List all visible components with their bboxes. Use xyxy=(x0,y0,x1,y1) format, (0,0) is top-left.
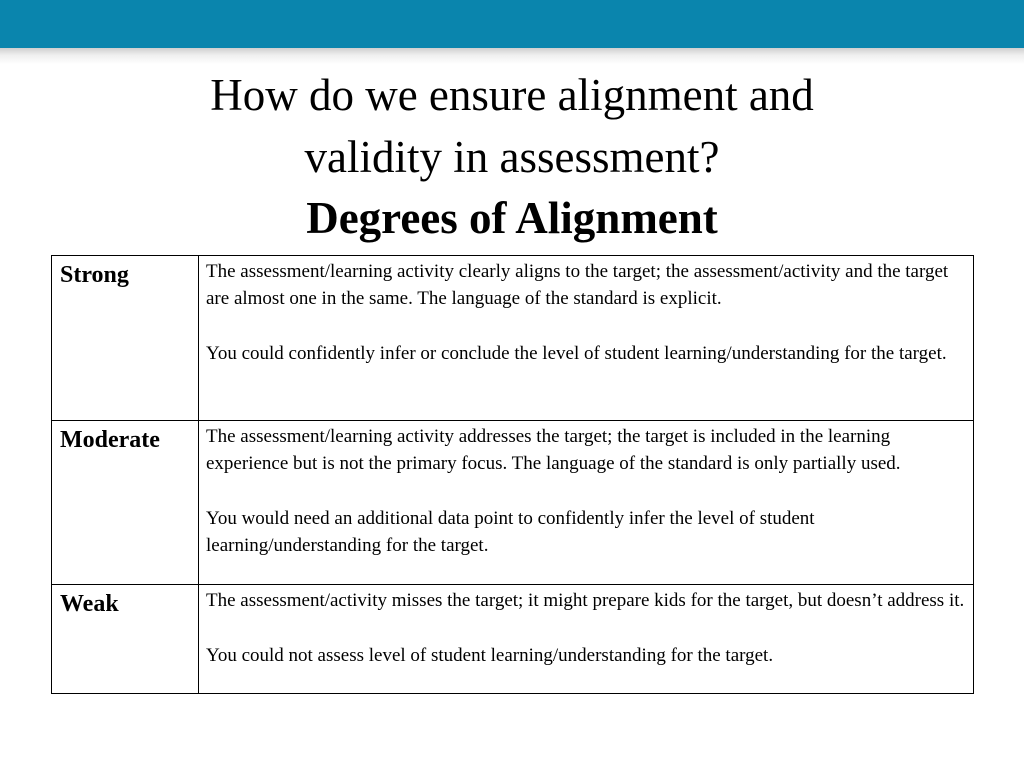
paragraph-spacer xyxy=(206,614,966,641)
slide-subtitle: Degrees of Alignment xyxy=(306,193,718,243)
slide-title xyxy=(0,64,1024,248)
description-paragraph: You could not assess level of student learning/understanding for the target. xyxy=(206,644,774,666)
degree-label: Moderate xyxy=(52,421,199,585)
table-row-strong xyxy=(52,256,974,421)
header-bar xyxy=(0,0,1024,48)
description-paragraph: The assessment/learning activity addresses the target; the target is included in the learning experience but is not the primary focus. The language of the standard is only partially used. xyxy=(206,426,901,475)
title-line-1: How do we ensure alignment and xyxy=(210,70,814,120)
paragraph-spacer xyxy=(206,478,966,505)
degree-description xyxy=(199,421,974,585)
alignment-table xyxy=(51,255,974,694)
description-paragraph: The assessment/activity misses the target; it might prepare kids for the target, but doesn’t address it. xyxy=(206,590,965,611)
table-row-moderate xyxy=(52,421,974,585)
description-paragraph: The assessment/learning activity clearly aligns to the target; the assessment/activity and the target are almost one in the same. The language of the standard is explicit. xyxy=(206,261,949,310)
paragraph-spacer xyxy=(206,313,966,340)
degree-label: Weak xyxy=(52,585,199,694)
degree-description xyxy=(199,585,974,694)
degree-label: Strong xyxy=(52,256,199,421)
table-row-weak xyxy=(52,585,974,694)
degree-description xyxy=(199,256,974,421)
description-paragraph: You could confidently infer or conclude the level of student learning/understanding for the target. xyxy=(206,342,947,364)
header-bar-shadow xyxy=(0,48,1024,64)
description-paragraph: You would need an additional data point to confidently infer the level of student learning/understanding for the target. xyxy=(206,507,815,557)
title-line-2: validity in assessment? xyxy=(304,132,720,182)
